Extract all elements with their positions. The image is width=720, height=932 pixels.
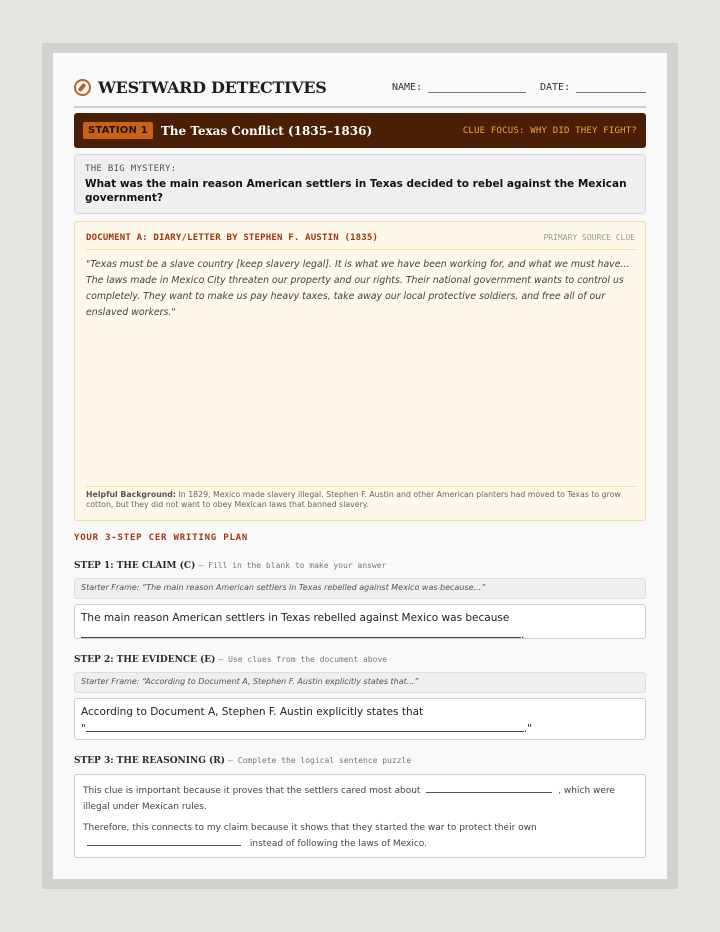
step-2-hint: – Use clues from the document above [218,655,388,664]
step-2-answer-text: According to Document A, Stephen F. Austin explicitly states that [81,706,424,718]
document-header [86,233,635,250]
background-label: Helpful Background: [86,490,176,499]
clue-focus: CLUE FOCUS: WHY DID THEY FIGHT? [462,125,637,136]
step-2-answer-open: " [81,723,86,735]
step-1-heading [74,561,386,571]
station-title: The Texas Conflict (1835–1836) [160,123,373,138]
date-line[interactable] [576,83,646,93]
worksheet-header [74,78,646,108]
document-quote: "Texas must be a slave country [keep slavery legal]. It is what we have been working for, and what we must have... The laws made in Mexico City threaten our property and our rights. Their national government wants to control us completely. They want to make us pay heavy taxes, take away our local protective soldiers, and free all of our enslaved workers." [86,259,630,318]
worksheet-page [53,53,667,879]
step-1-answer-text: The main reason American settlers in Texas rebelled against Mexico was because [81,612,510,624]
step-2-starter: Starter Frame: “According to Document A, Stephen F. Austin explicitly states that...” [74,672,646,693]
step-2-title: STEP 2: THE EVIDENCE (E) [74,655,216,665]
step-2-answer-end: ." [523,723,533,735]
plan-title: YOUR 3-STEP CER WRITING PLAN [74,533,249,543]
brand-logo [74,78,327,97]
step-1-hint: – Fill in the blank to make your answer [198,561,387,570]
step-3-reasoning-box [74,774,646,858]
name-field[interactable] [392,82,526,93]
document-title: DOCUMENT A: DIARY/LETTER BY STEPHEN F. AUSTIN (1835) [86,233,379,243]
step-1-answer-end: . [521,629,525,641]
step-3-heading [74,756,411,766]
step-2-answer-box[interactable] [74,698,646,740]
step-2-blank[interactable] [86,720,524,732]
compass-icon [74,79,91,96]
reasoning-line-1 [83,783,637,815]
document-a-card [74,221,646,521]
step-2-heading [74,655,387,665]
step-1-answer-box[interactable] [74,604,646,639]
step-3-title: STEP 3: THE REASONING (R) [74,756,226,766]
step-1-title: STEP 1: THE CLAIM (C) [74,561,196,571]
step-1-starter: Starter Frame: “The main reason American settlers in Texas rebelled against Mexico was because...” [74,578,646,599]
station-badge: STATION 1 [83,122,153,139]
header-divider [74,106,646,108]
reasoning-blank-1[interactable] [426,783,552,793]
name-line[interactable] [428,83,526,93]
reasoning-line-2-end: instead of following the laws of Mexico. [249,839,428,849]
background-text: In 1829, Mexico made slavery illegal. Stephen F. Austin and other American planters had moved to Texas to grow cotton, but they did not want to obey Mexican laws that banned slavery. [86,490,621,509]
reasoning-line-2-start: Therefore, this connects to my claim because it shows that they started the war to protect their own [83,823,537,833]
station-banner [74,113,646,148]
helpful-background [86,486,635,510]
step-1-blank[interactable] [81,626,521,638]
brand-title: WESTWARD DETECTIVES [98,78,327,97]
mystery-question: What was the main reason American settlers in Texas decided to rebel against the Mexican government? [85,178,627,204]
date-field[interactable] [540,82,646,93]
reasoning-line-2 [83,820,637,852]
reasoning-line-1-end: , which were illegal under Mexican rules. [83,786,615,812]
big-mystery-box [74,154,646,214]
source-tag: PRIMARY SOURCE CLUE [543,233,635,242]
name-label: NAME: [392,82,423,93]
date-label: DATE: [540,82,571,93]
reasoning-blank-2[interactable] [87,836,241,846]
reasoning-line-1-start: This clue is important because it proves that the settlers cared most about [83,786,421,796]
step-3-hint: – Complete the logical sentence puzzle [228,756,412,765]
mystery-label: THE BIG MYSTERY: [85,164,177,174]
